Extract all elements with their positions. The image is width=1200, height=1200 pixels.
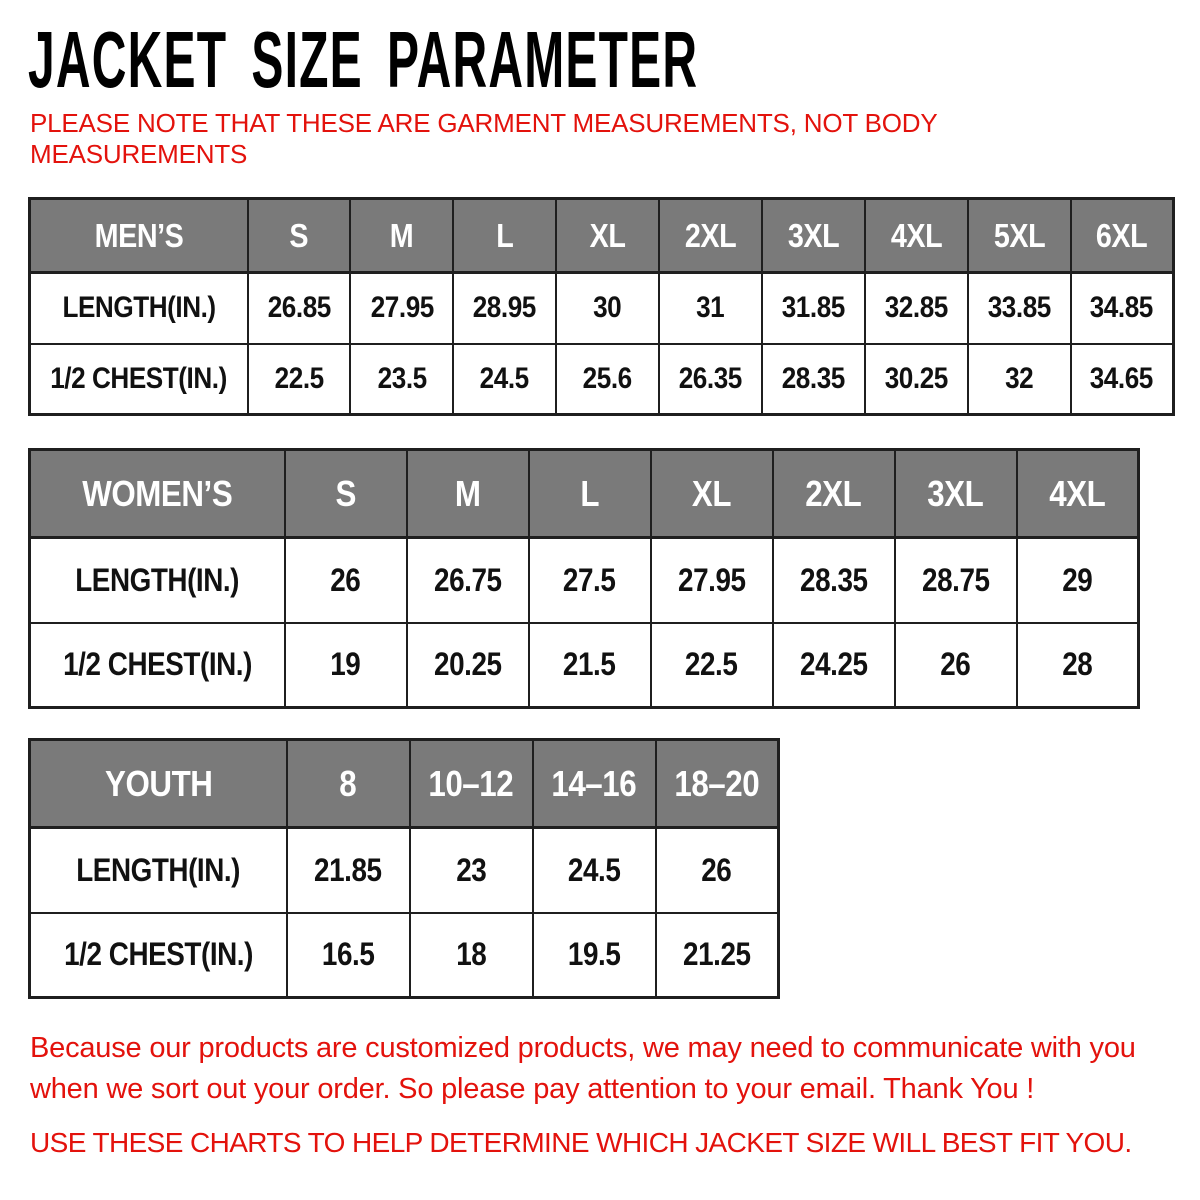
- measurement-value-cell: 23.5: [350, 344, 453, 415]
- measurement-value-cell: 24.25: [773, 623, 895, 708]
- customization-notice-line-1: Because our products are customized products, we may need to communicate with you: [30, 1032, 1136, 1064]
- measurement-value-cell: 30: [556, 273, 659, 344]
- measurement-value-cell: 22.5: [248, 344, 351, 415]
- measurement-value-cell: 31: [659, 273, 762, 344]
- measurement-value-cell: 26.35: [659, 344, 762, 415]
- size-header-cell: 10–12: [410, 740, 533, 828]
- size-header-cell: 8: [287, 740, 410, 828]
- size-header-cell: 3XL: [895, 450, 1017, 538]
- measurement-value-cell: 18: [410, 913, 533, 998]
- measurement-value-cell: 21.85: [287, 828, 410, 913]
- measurement-label-cell: 1/2 CHEST(IN.): [30, 344, 248, 415]
- measurement-value-cell: 16.5: [287, 913, 410, 998]
- table-name-cell: MEN’S: [30, 199, 248, 273]
- size-header-cell: 2XL: [773, 450, 895, 538]
- size-header-row: [30, 740, 779, 828]
- measurement-value-cell: 31.85: [762, 273, 865, 344]
- measurement-label-cell: 1/2 CHEST(IN.): [30, 623, 285, 708]
- mens-size-table: [28, 197, 1175, 416]
- measurement-value-cell: 24.5: [453, 344, 556, 415]
- measurement-row: [30, 273, 1174, 344]
- measurement-value-cell: 34.85: [1071, 273, 1174, 344]
- measurement-value-cell: 33.85: [968, 273, 1071, 344]
- size-header-cell: M: [407, 450, 529, 538]
- table-name-cell: WOMEN’S: [30, 450, 285, 538]
- measurement-value-cell: 30.25: [865, 344, 968, 415]
- measurement-value-cell: 26: [285, 538, 407, 623]
- size-header-cell: 4XL: [1017, 450, 1139, 538]
- size-header-cell: 6XL: [1071, 199, 1174, 273]
- size-header-cell: L: [529, 450, 651, 538]
- measurement-value-cell: 19.5: [533, 913, 656, 998]
- size-header-cell: XL: [556, 199, 659, 273]
- womens-size-table: [28, 448, 1140, 709]
- measurement-value-cell: 26: [895, 623, 1017, 708]
- customization-notice-line-2: when we sort out your order. So please pay attention to your email. Thank You !: [30, 1073, 1035, 1105]
- youth-size-table: [28, 738, 780, 999]
- size-header-cell: 5XL: [968, 199, 1071, 273]
- measurement-value-cell: 28.75: [895, 538, 1017, 623]
- size-header-row: [30, 450, 1139, 538]
- measurement-row: [30, 538, 1139, 623]
- size-header-row: [30, 199, 1174, 273]
- measurement-value-cell: 29: [1017, 538, 1139, 623]
- measurement-value-cell: 23: [410, 828, 533, 913]
- measurement-value-cell: 21.25: [656, 913, 779, 998]
- garment-measurement-note: PLEASE NOTE THAT THESE ARE GARMENT MEASUREMENTS, NOT BODY MEASUREMENTS: [30, 108, 937, 169]
- measurement-row: [30, 913, 779, 998]
- measurement-value-cell: 24.5: [533, 828, 656, 913]
- measurement-value-cell: 26.85: [248, 273, 351, 344]
- measurement-value-cell: 26.75: [407, 538, 529, 623]
- measurement-value-cell: 22.5: [651, 623, 773, 708]
- table-name-cell: YOUTH: [30, 740, 287, 828]
- size-header-cell: XL: [651, 450, 773, 538]
- measurement-value-cell: 19: [285, 623, 407, 708]
- measurement-row: [30, 828, 779, 913]
- measurement-row: [30, 623, 1139, 708]
- measurement-value-cell: 28: [1017, 623, 1139, 708]
- size-header-cell: 14–16: [533, 740, 656, 828]
- measurement-row: [30, 344, 1174, 415]
- measurement-value-cell: 27.95: [350, 273, 453, 344]
- measurement-value-cell: 28.35: [762, 344, 865, 415]
- size-header-cell: 2XL: [659, 199, 762, 273]
- size-header-cell: L: [453, 199, 556, 273]
- customization-notice: [30, 1028, 1198, 1110]
- size-header-cell: 3XL: [762, 199, 865, 273]
- size-header-cell: S: [248, 199, 351, 273]
- chart-usage-note: USE THESE CHARTS TO HELP DETERMINE WHICH JACKET SIZE WILL BEST FIT YOU.: [30, 1127, 1132, 1158]
- measurement-value-cell: 28.95: [453, 273, 556, 344]
- measurement-value-cell: 34.65: [1071, 344, 1174, 415]
- size-header-cell: 18–20: [656, 740, 779, 828]
- measurement-label-cell: LENGTH(IN.): [30, 828, 287, 913]
- measurement-value-cell: 26: [656, 828, 779, 913]
- measurement-value-cell: 32: [968, 344, 1071, 415]
- measurement-value-cell: 25.6: [556, 344, 659, 415]
- page-title: JACKET SIZE PARAMETER: [28, 15, 699, 104]
- size-header-cell: M: [350, 199, 453, 273]
- measurement-value-cell: 28.35: [773, 538, 895, 623]
- measurement-value-cell: 32.85: [865, 273, 968, 344]
- measurement-label-cell: 1/2 CHEST(IN.): [30, 913, 287, 998]
- measurement-label-cell: LENGTH(IN.): [30, 273, 248, 344]
- measurement-value-cell: 20.25: [407, 623, 529, 708]
- measurement-value-cell: 27.5: [529, 538, 651, 623]
- measurement-value-cell: 21.5: [529, 623, 651, 708]
- size-header-cell: S: [285, 450, 407, 538]
- measurement-value-cell: 27.95: [651, 538, 773, 623]
- size-header-cell: 4XL: [865, 199, 968, 273]
- measurement-label-cell: LENGTH(IN.): [30, 538, 285, 623]
